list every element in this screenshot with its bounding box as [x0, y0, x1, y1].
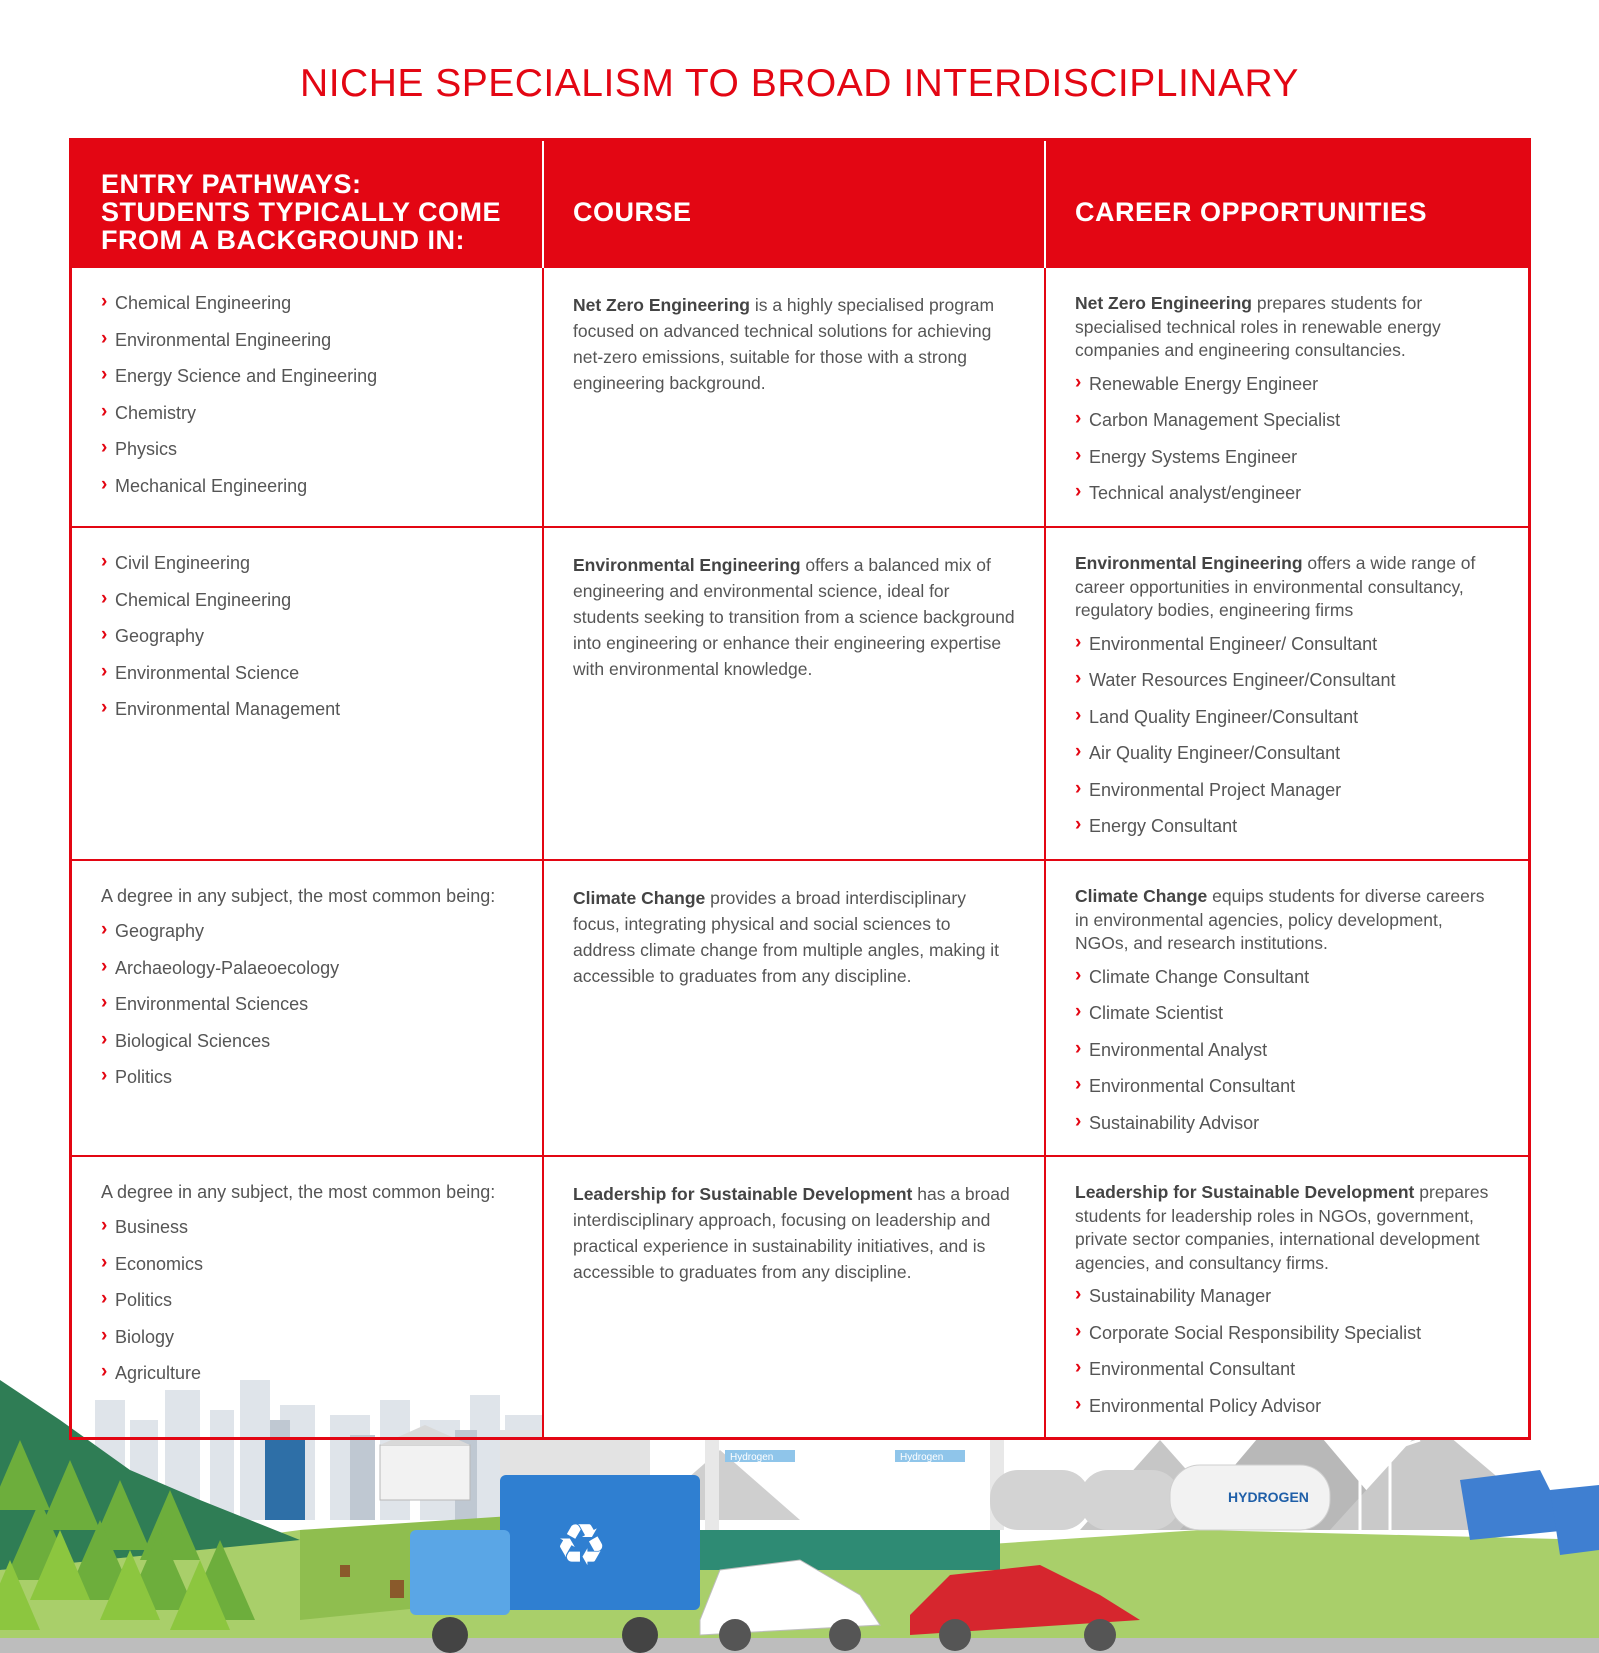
career-cell	[1046, 861, 1528, 1157]
course-cell	[544, 268, 1046, 528]
course-name: Climate Change	[573, 888, 706, 908]
list-item: › Civil Engineering	[101, 552, 514, 574]
career-description	[1075, 552, 1500, 623]
list-item: › Physics	[101, 438, 514, 460]
list-item: › Carbon Management Specialist	[1075, 409, 1500, 431]
course-cell	[544, 861, 1046, 1157]
course-name: Net Zero Engineering	[573, 295, 750, 315]
header-course: COURSE	[544, 141, 1046, 268]
entry-list	[101, 292, 514, 497]
list-item: › Environmental Engineering	[101, 329, 514, 351]
list-item: › Economics	[101, 1253, 514, 1275]
course-text: is a highly specialised program focused on advanced technical solutions for achieving net-zero emissions, suitable for those with a strong engineering background.	[573, 295, 995, 393]
hydrogen-sign-left: Hydrogen	[730, 1452, 774, 1463]
career-course-name: Net Zero Engineering	[1075, 293, 1252, 313]
list-item: › Environmental Sciences	[101, 993, 514, 1015]
course-description	[573, 885, 1016, 989]
career-description	[1075, 292, 1500, 363]
list-item: › Politics	[101, 1289, 514, 1311]
list-item: › Archaeology-Palaeoecology	[101, 957, 514, 979]
list-item: › Environmental Consultant	[1075, 1358, 1500, 1380]
career-text: offers a wide range of career opportunities in environmental consultancy, regulatory bodies, engineering firms	[1075, 553, 1476, 620]
list-item: › Environmental Analyst	[1075, 1039, 1500, 1061]
list-item: › Chemical Engineering	[101, 292, 514, 314]
entry-list	[101, 552, 514, 720]
pathways-table	[69, 138, 1531, 1440]
career-cell	[1046, 1157, 1528, 1437]
list-item: › Biology	[101, 1326, 514, 1348]
entry-list	[101, 920, 514, 1088]
list-item: › Agriculture	[101, 1362, 514, 1384]
list-item: › Climate Scientist	[1075, 1002, 1500, 1024]
list-item: › Land Quality Engineer/Consultant	[1075, 706, 1500, 728]
career-text: prepares students for leadership roles in NGOs, government, private sector companies, international development agencies, and consultancy firms.	[1075, 1182, 1489, 1273]
list-item: › Climate Change Consultant	[1075, 966, 1500, 988]
list-item: › Biological Sciences	[101, 1030, 514, 1052]
list-item: › Air Quality Engineer/Consultant	[1075, 742, 1500, 764]
course-name: Environmental Engineering	[573, 555, 801, 575]
recycle-icon: ♻	[555, 1511, 607, 1579]
course-cell	[544, 528, 1046, 861]
list-item: › Corporate Social Responsibility Specialist	[1075, 1322, 1500, 1344]
entry-list	[101, 1216, 514, 1384]
career-list	[1075, 966, 1500, 1134]
career-cell	[1046, 528, 1528, 861]
list-item: › Business	[101, 1216, 514, 1238]
list-item: › Energy Science and Engineering	[101, 365, 514, 387]
career-course-name: Environmental Engineering	[1075, 553, 1303, 573]
course-description	[573, 292, 1016, 396]
career-course-name: Climate Change	[1075, 886, 1208, 906]
list-item: › Technical analyst/engineer	[1075, 482, 1500, 504]
course-text: offers a balanced mix of engineering and environmental science, ideal for students seeking to transition from a science background into engineering or enhance their engineering expertise with environmental knowledge.	[573, 555, 1015, 679]
list-item: › Energy Consultant	[1075, 815, 1500, 837]
career-list	[1075, 373, 1500, 505]
course-description	[573, 552, 1016, 682]
entry-cell	[72, 268, 544, 528]
career-list	[1075, 633, 1500, 838]
list-item: › Sustainability Manager	[1075, 1285, 1500, 1307]
course-cell	[544, 1157, 1046, 1437]
entry-cell	[72, 861, 544, 1157]
header-career-opportunities: CAREER OPPORTUNITIES	[1046, 141, 1528, 268]
course-text: provides a broad interdisciplinary focus, integrating physical and social sciences to address climate change from multiple angles, making it accessible to graduates from any discipline.	[573, 888, 1000, 986]
career-cell	[1046, 268, 1528, 528]
career-description	[1075, 885, 1500, 956]
list-item: › Geography	[101, 920, 514, 942]
career-description	[1075, 1181, 1500, 1275]
course-text: has a broad interdisciplinary approach, focusing on leadership and practical experience in sustainability initiatives, and is accessible to graduates from any discipline.	[573, 1184, 1010, 1282]
list-item: › Renewable Energy Engineer	[1075, 373, 1500, 395]
list-item: › Environmental Engineer/ Consultant	[1075, 633, 1500, 655]
list-item: › Mechanical Engineering	[101, 475, 514, 497]
list-item: › Environmental Management	[101, 698, 514, 720]
list-item: › Sustainability Advisor	[1075, 1112, 1500, 1134]
list-item: › Politics	[101, 1066, 514, 1088]
career-text: prepares students for specialised technical roles in renewable energy companies and engineering consultancies.	[1075, 293, 1441, 360]
list-item: › Chemistry	[101, 402, 514, 424]
entry-cell	[72, 1157, 544, 1437]
course-description	[573, 1181, 1016, 1285]
list-item: › Environmental Project Manager	[1075, 779, 1500, 801]
list-item: › Environmental Policy Advisor	[1075, 1395, 1500, 1417]
entry-intro: A degree in any subject, the most common being:	[101, 886, 496, 906]
hydrogen-sign-right: Hydrogen	[900, 1452, 944, 1463]
list-item: › Water Resources Engineer/Consultant	[1075, 669, 1500, 691]
list-item: › Chemical Engineering	[101, 589, 514, 611]
career-list	[1075, 1285, 1500, 1417]
list-item: › Environmental Science	[101, 662, 514, 684]
list-item: › Energy Systems Engineer	[1075, 446, 1500, 468]
header-entry-pathways: ENTRY PATHWAYS: STUDENTS TYPICALLY COME FROM A BACKGROUND IN:	[72, 141, 544, 268]
career-course-name: Leadership for Sustainable Development	[1075, 1182, 1415, 1202]
career-text: equips students for diverse careers in environmental agencies, policy development, NGOs, and research institutions.	[1075, 886, 1485, 953]
course-name: Leadership for Sustainable Development	[573, 1184, 913, 1204]
list-item: › Environmental Consultant	[1075, 1075, 1500, 1097]
tank-label: HYDROGEN	[1228, 1489, 1309, 1505]
entry-cell	[72, 528, 544, 861]
list-item: › Geography	[101, 625, 514, 647]
page-title: NICHE SPECIALISM TO BROAD INTERDISCIPLINARY	[300, 62, 1299, 105]
entry-intro: A degree in any subject, the most common being:	[101, 1182, 496, 1202]
